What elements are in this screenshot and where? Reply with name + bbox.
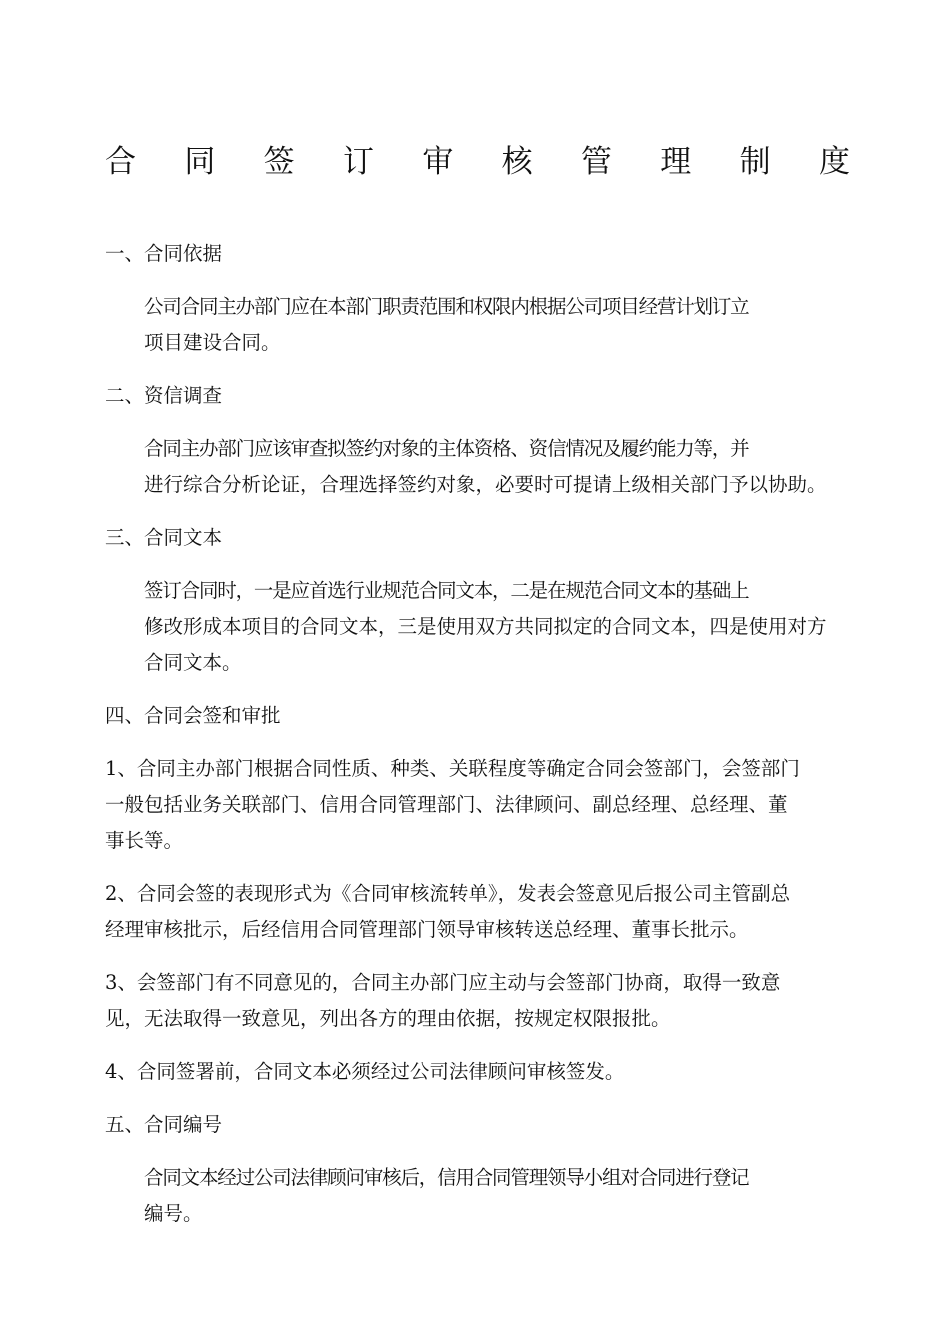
document-title <box>105 138 850 186</box>
title-char: 订 <box>342 144 374 180</box>
document-body <box>105 236 850 1249</box>
paragraph-line: 4、合同签署前，合同文本必须经过公司法律顾问审核签发。 <box>105 1060 625 1083</box>
title-char: 审 <box>422 144 454 180</box>
title-char: 制 <box>739 144 771 180</box>
section-paragraph <box>105 1160 850 1232</box>
section-paragraph <box>105 289 850 361</box>
title-char: 合 <box>105 144 136 180</box>
paragraph-line: 合同主办部门应该审查拟签约对象的主体资格、资信情况及履约能力等，并 <box>144 437 749 460</box>
section-paragraph <box>105 965 850 1037</box>
paragraph-line: 一般包括业务关联部门、信用合同管理部门、法律顾问、副总经理、总经理、董 <box>105 793 788 816</box>
paragraph-line: 项目建设合同。 <box>144 331 281 354</box>
paragraph-line: 进行综合分析论证，合理选择签约对象，必要时可提请上级相关部门予以协助。 <box>144 473 827 496</box>
section-heading: 三、合同文本 <box>105 526 223 549</box>
section-paragraph <box>105 1054 850 1090</box>
paragraph-line: 2、合同会签的表现形式为《合同审核流转单》，发表会签意见后报公司主管副总 <box>105 882 791 905</box>
title-char: 理 <box>660 144 692 180</box>
section-heading: 五、合同编号 <box>105 1113 223 1136</box>
section-heading: 四、合同会签和审批 <box>105 704 281 727</box>
title-char: 管 <box>580 144 612 180</box>
section-paragraph <box>105 431 850 503</box>
paragraph-line: 编号。 <box>144 1202 203 1225</box>
paragraph-line: 经理审核批示，后经信用合同管理部门领导审核转送总经理、董事长批示。 <box>105 918 749 941</box>
paragraph-line: 合同文本。 <box>144 651 242 674</box>
section-heading: 二、资信调查 <box>105 384 223 407</box>
paragraph-line: 见，无法取得一致意见，列出各方的理由依据，按规定权限报批。 <box>105 1007 671 1030</box>
title-char: 签 <box>263 144 295 180</box>
paragraph-line: 签订合同时，一是应首选行业规范合同文本，二是在规范合同文本的基础上 <box>144 579 749 602</box>
section-paragraph <box>105 751 850 859</box>
paragraph-line: 1、合同主办部门根据合同性质、种类、关联程度等确定合同会签部门，会签部门 <box>105 757 800 780</box>
paragraph-line: 事长等。 <box>105 829 184 852</box>
paragraph-line: 修改形成本项目的合同文本，三是使用双方共同拟定的合同文本，四是使用对方 <box>144 615 827 638</box>
title-char: 同 <box>184 144 216 180</box>
paragraph-line: 合同文本经过公司法律顾问审核后，信用合同管理领导小组对合同进行登记 <box>144 1166 749 1189</box>
section-paragraph <box>105 876 850 948</box>
title-char: 度 <box>818 144 850 180</box>
title-char: 核 <box>501 144 533 180</box>
paragraph-line: 公司合同主办部门应在本部门职责范围和权限内根据公司项目经营计划订立 <box>144 295 749 318</box>
section-paragraph <box>105 573 850 681</box>
section-heading: 一、合同依据 <box>105 242 223 265</box>
paragraph-line: 3、会签部门有不同意见的，合同主办部门应主动与会签部门协商，取得一致意 <box>105 971 781 994</box>
